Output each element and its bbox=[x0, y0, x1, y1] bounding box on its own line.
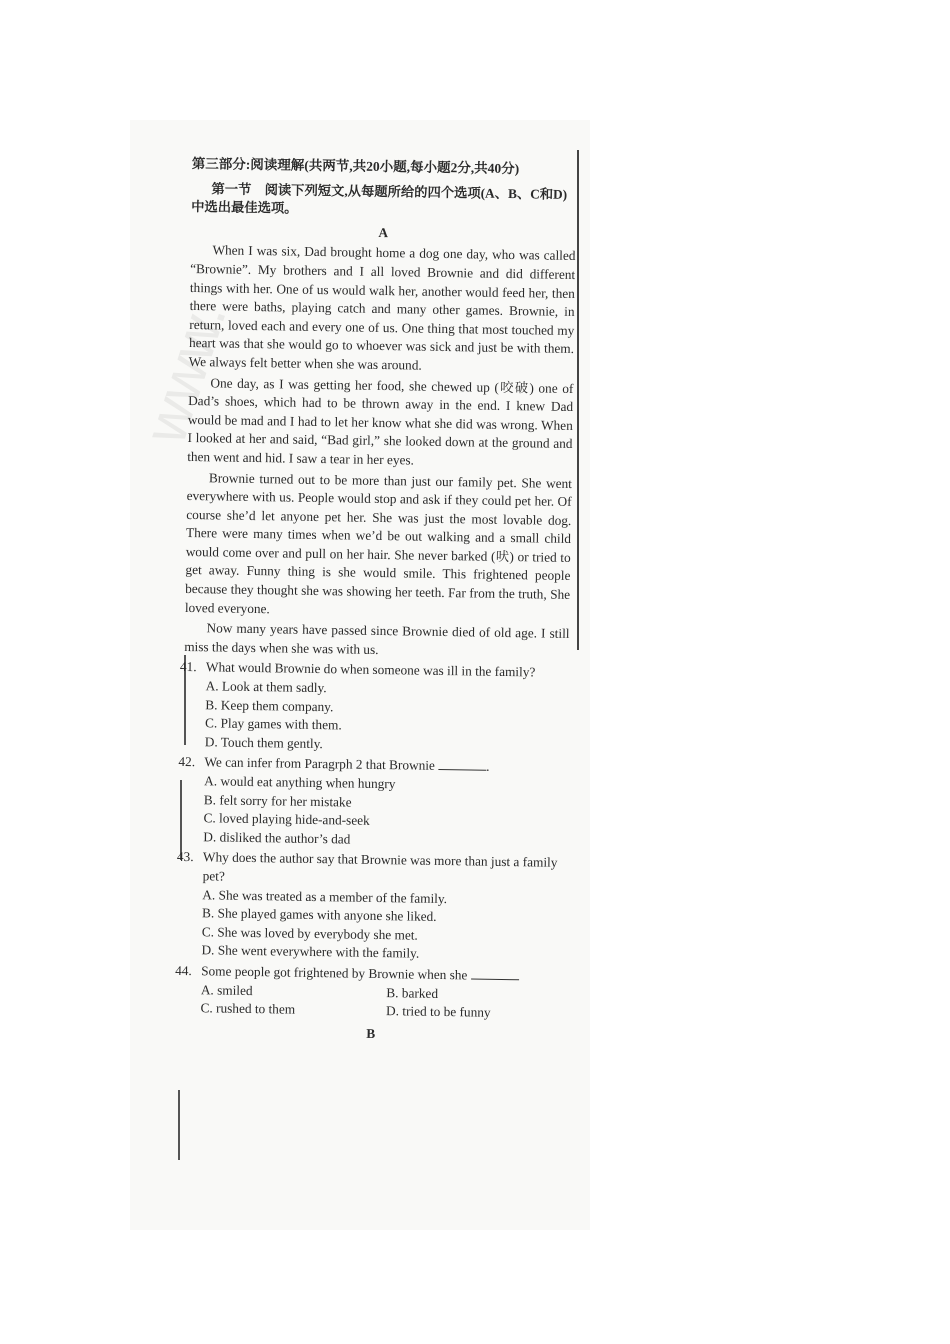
answer-blank bbox=[438, 757, 486, 771]
option-a[interactable]: A. Look at them sadly. bbox=[205, 678, 327, 696]
option-b[interactable]: B. Keep them company. bbox=[205, 696, 334, 714]
option-b[interactable]: B. barked bbox=[386, 984, 439, 1001]
question-number: 41. bbox=[179, 659, 197, 675]
options-grid bbox=[178, 980, 564, 1023]
margin-rule bbox=[178, 1090, 180, 1160]
option-c[interactable]: C. rushed to them bbox=[200, 1000, 296, 1017]
next-passage-label: B bbox=[366, 1025, 376, 1041]
option-a[interactable]: A. smiled bbox=[200, 981, 253, 998]
option-c[interactable]: C. She was loved by everybody she met. bbox=[201, 924, 418, 943]
answer-blank bbox=[471, 966, 519, 980]
option-c[interactable]: C. loved playing hide-and-seek bbox=[203, 810, 370, 829]
option-b[interactable]: B. felt sorry for her mistake bbox=[203, 791, 352, 810]
part-header: 第三部分:阅读理解(共两节,共20小题,每小题2分,共40分) bbox=[191, 155, 520, 177]
question-number: 43. bbox=[176, 849, 194, 865]
section-instruction: 第一节 阅读下列短文,从每题所给的四个选项(A、B、C和D)中选出最佳选项。 bbox=[191, 180, 568, 216]
option-d[interactable]: D. disliked the author’s dad bbox=[203, 829, 351, 847]
question-stem: What would Brownie do when someone was ill in the family? bbox=[205, 659, 536, 680]
option-a[interactable]: A. She was treated as a member of the family. bbox=[202, 886, 448, 906]
question-stem: We can infer from Paragrph 2 that Brownie bbox=[204, 754, 435, 774]
option-a[interactable]: A. would eat anything when hungry bbox=[204, 773, 396, 792]
option-d[interactable]: D. tried to be funny bbox=[385, 1003, 491, 1020]
paragraph-2: One day, as I was getting her food, she chewed up (咬破) one of Dad’s shoes, which had to be thrown away in the end. I knew Dad would be mad and I had to let her know what she did was wrong. When I looked at her and said, “Bad girl,” she looked down at the ground and then went and hid. I saw a tear in her eyes. bbox=[187, 374, 574, 468]
paragraph-3: Brownie turned out to be more than just our family pet. She went everywhere with us. People would stop and ask if they could pet her. Of course she’d let anyone pet her. She was just the most lovable dog. There were many times when we’d be out walking and a small child would come over and pull on her hair. She never barked (吠) or tried to get away. Funny thing is she would smile. This frightened people because they thought she was showing her teeth. Far from the truth, She loved everyone. bbox=[184, 469, 573, 616]
exam-page bbox=[175, 155, 577, 1046]
option-c[interactable]: C. Play games with them. bbox=[204, 715, 342, 733]
paragraph-4: Now many years have passed since Brownie died of old age. I still miss the days when she was with us. bbox=[184, 620, 570, 657]
question-43 bbox=[176, 848, 567, 891]
question-42: 42. We can infer from Paragrph 2 that Brownie . bbox=[178, 754, 490, 775]
paragraph-1: When I was six, Dad brought home a dog one day, who was called “Brownie”. My brothers and I all loved Brownie and did different things with her. One of us would walk her, another would feed her, then there were baths, playing catch and many other games. Brownie, in return, loved each and every one of us. One thing that most touched my heart was that she would go to whoever was sick and just be with them. We always felt better when she was around. bbox=[188, 242, 576, 373]
question-stem: Why does the author say that Brownie was more than just a family pet? bbox=[202, 849, 558, 884]
question-number: 42. bbox=[178, 754, 196, 770]
option-d[interactable]: D. Touch them gently. bbox=[204, 734, 323, 751]
option-d[interactable]: D. She went everywhere with the family. bbox=[201, 942, 420, 962]
question-number: 44. bbox=[175, 962, 192, 979]
option-b[interactable]: B. She played games with anyone she liked. bbox=[201, 905, 437, 925]
passage-label: A bbox=[378, 224, 389, 240]
margin-rule bbox=[577, 150, 579, 650]
watermark: www. bbox=[130, 293, 239, 452]
question-stem: Some people got frightened by Brownie when she bbox=[201, 963, 468, 983]
